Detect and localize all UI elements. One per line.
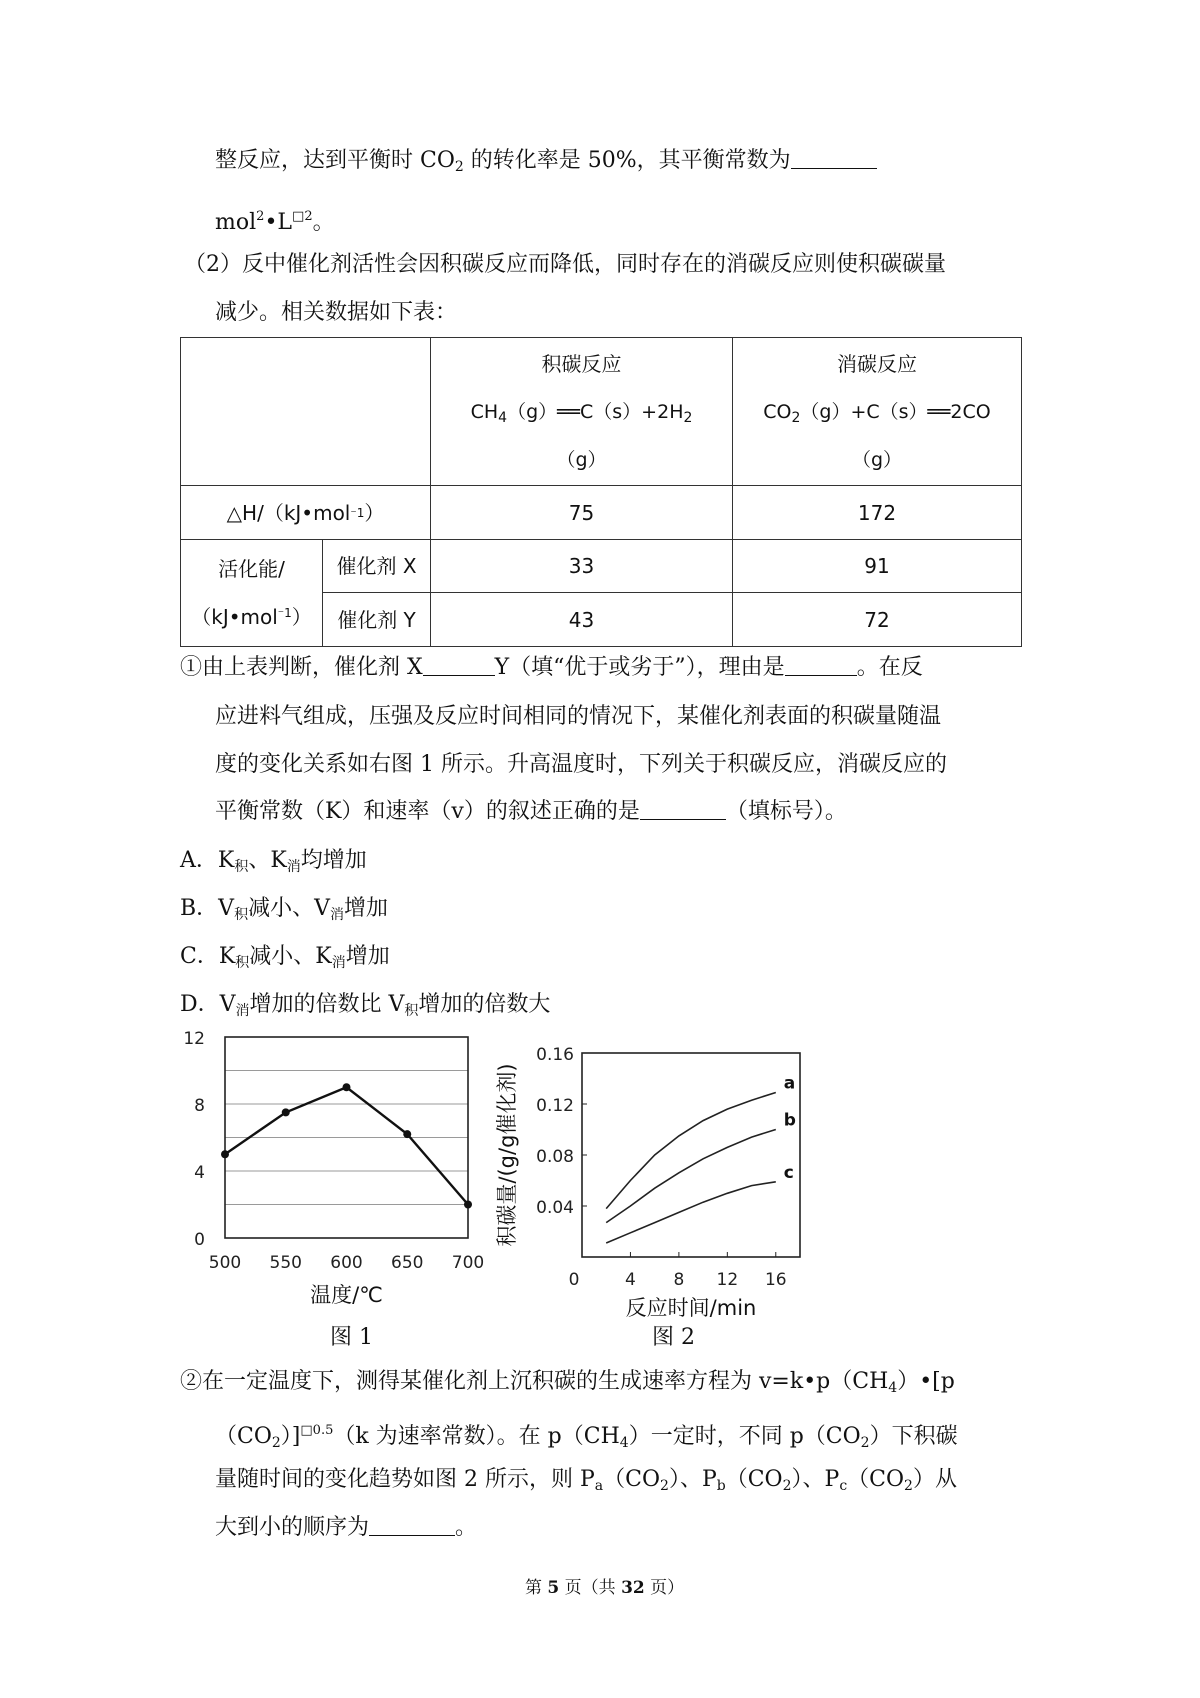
series-line — [606, 1093, 776, 1209]
table-header-deposition: 积碳反应 $CH_4(g)══C(s)+2H_2$ （g） — [431, 338, 733, 486]
data-point — [221, 1150, 229, 1158]
data-table — [180, 337, 1022, 647]
option-d[interactable]: D．$V_消$增加的倍数比 $V_积$增加的倍数大 — [180, 992, 551, 1019]
question-2-line: $(CO_2)]^{□0.5}(k$ 为速率常数）。在 $p(CH_4)$一定时，不同 $p(CO_2)$下积碳 — [215, 1423, 958, 1451]
question-2-line: ②在一定温度下，测得某催化剂上沉积碳的生成速率方程为 $v=k•p(CH_4)•[p$ — [180, 1369, 955, 1396]
y-tick-label: 0.04 — [536, 1198, 574, 1218]
series-label: b — [783, 1110, 796, 1131]
x-axis-label: 反应时间/min — [625, 1296, 757, 1320]
y-tick-label: 12 — [183, 1030, 205, 1049]
x-tick-label: 4 — [625, 1270, 636, 1290]
y-tick-label: 0 — [194, 1230, 205, 1250]
figure-1-caption: 图 1 — [330, 1325, 373, 1350]
table-corner-cell — [181, 338, 431, 486]
plot-frame — [582, 1053, 800, 1257]
figure-2-caption: 图 2 — [652, 1325, 695, 1350]
paragraph-line: 整反应，达到平衡时 $CO_2$ 的转化率是 50%，其平衡常数为 — [215, 146, 877, 182]
question-2-intro-cont: 减少。相关数据如下表： — [215, 300, 458, 325]
x-tick-label: 12 — [716, 1270, 739, 1290]
option-c[interactable]: C．$K_积$减小、$K_消$增加 — [180, 944, 390, 971]
x-tick-label: 700 — [451, 1253, 485, 1273]
question-1-line: 平衡常数（K）和速率（v）的叙述正确的是 （填标号）。 — [215, 799, 847, 824]
y-tick-label: 0.16 — [536, 1045, 574, 1065]
x-tick-label: 0 — [568, 1270, 580, 1290]
series-line — [606, 1130, 776, 1223]
answer-blank[interactable] — [785, 653, 857, 676]
x-tick-label: 600 — [330, 1253, 363, 1273]
data-point — [403, 1130, 411, 1138]
chart-2 — [495, 1045, 800, 1320]
question-2-intro: （2）反中催化剂活性会因积碳反应而降低，同时存在的消碳反应则使积碳碳量 — [184, 252, 946, 277]
series-label: c — [783, 1162, 794, 1183]
question-1-line: 应进料气组成，压强及反应时间相同的情况下，某催化剂表面的积碳量随温 — [215, 704, 942, 729]
series-line — [606, 1182, 776, 1243]
table-cell: 72 — [864, 607, 890, 632]
table-cell: 33 — [431, 540, 733, 593]
table-cell: 75 — [431, 486, 733, 540]
paragraph-line: $mol^2•L^{□2}$。 — [215, 209, 335, 235]
x-tick-label: 550 — [269, 1253, 302, 1273]
data-point — [343, 1083, 351, 1091]
table-cell: 43 — [431, 593, 733, 646]
y-axis-label: 积碳量/(g/g催化剂) — [495, 1063, 519, 1247]
x-tick-label: 650 — [391, 1253, 424, 1273]
y-tick-label: 8 — [194, 1096, 205, 1116]
y-tick-label: 0.08 — [536, 1147, 574, 1167]
x-tick-label: 16 — [764, 1270, 787, 1290]
page-footer: 第 5 页（共 32 页） — [525, 1578, 685, 1598]
answer-blank[interactable] — [369, 1513, 455, 1536]
series-label: a — [783, 1073, 796, 1094]
x-axis-label: 温度/℃ — [310, 1283, 383, 1307]
table-row-label-dh: △H/（kJ•mol ⁻1 ） — [181, 486, 431, 540]
question-2-line: 量随时间的变化趋势如图 2 所示，则 $P_a(CO_2)$、$P_b(CO_2)$、$P_c(CO_2)$从 — [215, 1467, 957, 1494]
x-tick-label: 500 — [208, 1253, 242, 1273]
table-cell: 172 — [733, 486, 1021, 540]
table-row-label-ea: 活化能/ （kJ•mol$^{^-1}$） — [181, 540, 323, 646]
data-point — [282, 1108, 290, 1116]
table-cell-catalyst-x: 催化剂 X — [323, 540, 431, 593]
option-b[interactable]: B．$V_积$减小、$V_消$增加 — [180, 896, 388, 923]
series-line — [225, 1087, 468, 1204]
y-tick-label: 4 — [194, 1163, 205, 1183]
table-header-elimination: 消碳反应 $CO_2(g)+C(s)══2CO$ （g） — [733, 338, 1021, 486]
question-2-line: 大到小的顺序为 。 — [215, 1515, 478, 1540]
table-cell: 91 — [733, 540, 1021, 593]
answer-blank[interactable] — [640, 797, 726, 820]
table-cell-catalyst-y: 催化剂 Y — [323, 593, 431, 646]
question-1-line: ①由上表判断，催化剂 X Y（填“优于或劣于”），理由是 。在反 — [180, 655, 923, 680]
chart-1 — [183, 1030, 484, 1307]
option-a[interactable]: A．$K_积$、$K_消$均增加 — [180, 848, 367, 875]
answer-blank[interactable] — [791, 146, 877, 169]
data-point — [464, 1201, 472, 1209]
answer-blank[interactable] — [423, 653, 495, 676]
figure-charts — [0, 1030, 1200, 1390]
x-tick-label: 8 — [673, 1270, 685, 1290]
question-1-line: 度的变化关系如右图 1 所示。升高温度时，下列关于积碳反应，消碳反应的 — [215, 752, 947, 777]
y-tick-label: 0.12 — [536, 1096, 574, 1116]
